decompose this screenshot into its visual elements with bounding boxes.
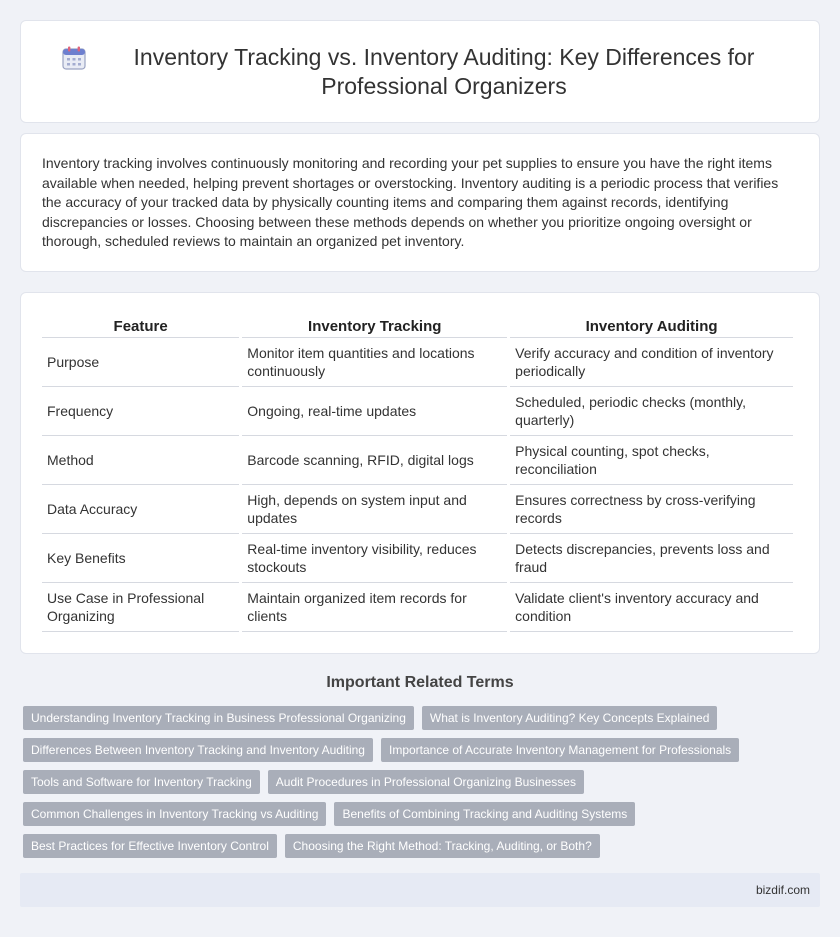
footer-site-link[interactable]: bizdif.com: [755, 883, 810, 897]
table-cell: Scheduled, periodic checks (monthly, quarterly): [510, 387, 793, 436]
table-cell: Detects discrepancies, prevents loss and fraud: [510, 534, 793, 583]
tag-row: [23, 834, 823, 858]
comparison-table: [39, 315, 796, 632]
table-header-row: [42, 315, 793, 338]
related-term-link[interactable]: Understanding Inventory Tracking in Business Professional Organizing: [23, 706, 414, 730]
intro-card: [20, 133, 820, 272]
table-cell: High, depends on system input and updates: [242, 485, 507, 534]
comparison-card: [20, 292, 820, 654]
table-cell: Barcode scanning, RFID, digital logs: [242, 436, 507, 485]
header-feature: Feature: [42, 315, 239, 338]
related-term-link[interactable]: Audit Procedures in Professional Organizing Businesses: [268, 770, 584, 794]
header-inventory-auditing: Inventory Auditing: [510, 315, 793, 338]
tag-row: [23, 706, 823, 730]
table-row: [42, 338, 793, 387]
table-cell: Real-time inventory visibility, reduces stockouts: [242, 534, 507, 583]
table-row: [42, 534, 793, 583]
table-cell: Method: [42, 436, 239, 485]
table-cell: Verify accuracy and condition of inventory periodically: [510, 338, 793, 387]
table-cell: Ongoing, real-time updates: [242, 387, 507, 436]
related-terms-title: Important Related Terms: [326, 674, 514, 691]
related-term-link[interactable]: Choosing the Right Method: Tracking, Auditing, or Both?: [285, 834, 600, 858]
table-row: [42, 583, 793, 632]
table-cell: Use Case in Professional Organizing: [42, 583, 239, 632]
table-row: [42, 436, 793, 485]
table-cell: Key Benefits: [42, 534, 239, 583]
intro-paragraph: Inventory tracking involves continuously monitoring and recording your pet supplies to ensure you have the right items available when needed, helping prevent shortages or overstocking. Inventory auditing is a periodic process that verifies the accuracy of your tracked data by physically counting items and comparing them against records, identifying discrepancies or losses. Choosing between these methods depends on whether you prioritize ongoing oversight or thorough, scheduled reviews to maintain an organized pet inventory.: [42, 155, 779, 250]
calendar-icon: [61, 45, 87, 71]
tag-row: [23, 802, 823, 826]
footer: [20, 873, 820, 907]
table-row: [42, 387, 793, 436]
related-term-link[interactable]: Common Challenges in Inventory Tracking vs Auditing: [23, 802, 326, 826]
tag-row: [23, 770, 823, 794]
related-term-link[interactable]: Benefits of Combining Tracking and Auditing Systems: [334, 802, 635, 826]
table-cell: Maintain organized item records for clients: [242, 583, 507, 632]
header-inventory-tracking: Inventory Tracking: [242, 315, 507, 338]
related-term-link[interactable]: Tools and Software for Inventory Tracking: [23, 770, 260, 794]
related-terms-list: [23, 706, 823, 866]
table-cell: Physical counting, spot checks, reconciliation: [510, 436, 793, 485]
table-cell: Frequency: [42, 387, 239, 436]
table-row: [42, 485, 793, 534]
related-term-link[interactable]: Best Practices for Effective Inventory Control: [23, 834, 277, 858]
table-cell: Purpose: [42, 338, 239, 387]
header-card: [20, 20, 820, 123]
related-term-link[interactable]: What is Inventory Auditing? Key Concepts Explained: [422, 706, 718, 730]
page-title: Inventory Tracking vs. Inventory Auditing: Key Differences for Professional Organizers: [133, 43, 755, 99]
tag-row: [23, 738, 823, 762]
table-cell: Data Accuracy: [42, 485, 239, 534]
table-cell: Monitor item quantities and locations continuously: [242, 338, 507, 387]
related-term-link[interactable]: Differences Between Inventory Tracking and Inventory Auditing: [23, 738, 373, 762]
table-cell: Validate client's inventory accuracy and condition: [510, 583, 793, 632]
table-cell: Ensures correctness by cross-verifying records: [510, 485, 793, 534]
related-term-link[interactable]: Importance of Accurate Inventory Management for Professionals: [381, 738, 739, 762]
